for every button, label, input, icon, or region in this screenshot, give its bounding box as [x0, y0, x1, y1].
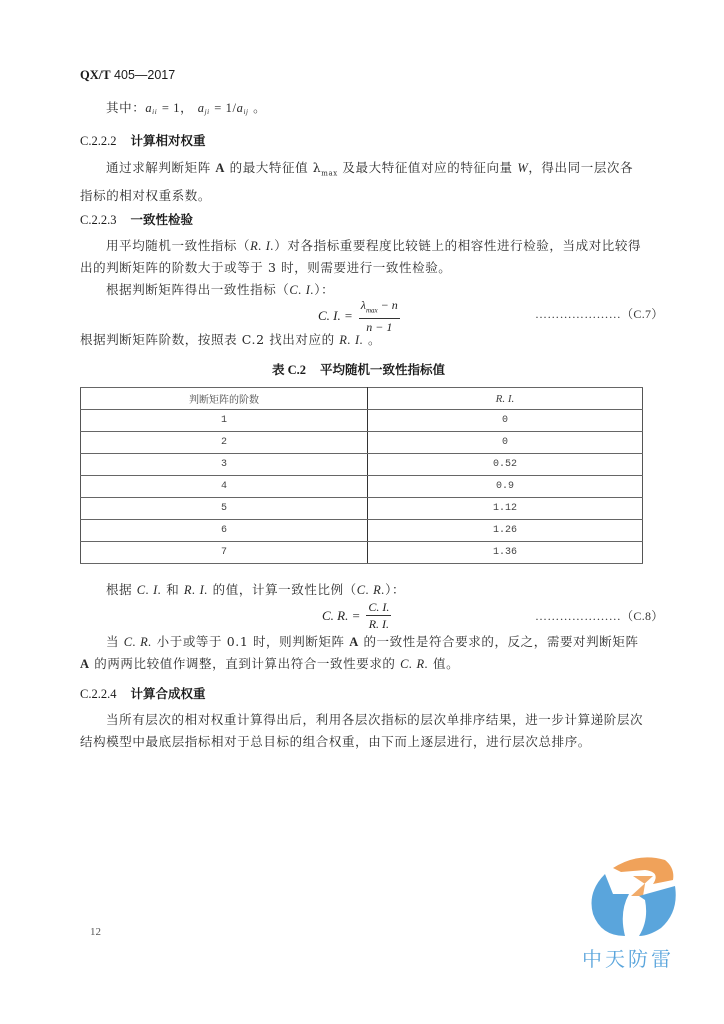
logo-orange-bolt: [631, 876, 653, 896]
cell-order: 5: [81, 498, 368, 520]
table-row: [81, 454, 643, 476]
formula-c8: [322, 600, 391, 631]
header-order: 判断矩阵的阶数: [81, 388, 368, 410]
formula-lhs: C. I. =: [318, 308, 353, 324]
paragraph-c223-1: 用平均随机一致性指标（R. I.）对各指标重要程度比较链上的相容性进行检验，当成对比较得出的判断矩阵的阶数大于或等于 3 时，则需要进行一致性检验。: [80, 238, 642, 275]
equation-number-c8: …………………（C.8）: [535, 609, 664, 623]
section-title: 计算相对权重: [130, 133, 206, 148]
paragraph-c222: 通过求解判断矩阵 A 的最大特征值 $\lambda_{max}$ 及最大特征值对应的特征向量 W，得出同一层次各指标的相对权重系数。: [80, 160, 634, 203]
cell-order: 7: [81, 542, 368, 564]
section-number: C.2.2.3: [80, 213, 117, 227]
logo-blue-right: [639, 886, 676, 936]
section-heading-c222: [80, 131, 205, 149]
cell-order: 6: [81, 520, 368, 542]
table-title: [272, 360, 445, 378]
standard-code-prefix: QX/T: [80, 68, 111, 82]
vector-symbol: W: [517, 161, 529, 175]
table-row: [81, 542, 643, 564]
paragraph-c224: 当所有层次的相对权重计算得出后，利用各层次指标的层次单排序结果，进一步计算递阶层次结构模型中最底层指标相对于总目标的组合权重，由下而上逐层进行，进行层次总排序。: [80, 712, 644, 749]
eq-aii-rhs: = 1，: [161, 101, 194, 115]
table-row: [81, 432, 643, 454]
section-heading-c223: [80, 210, 193, 228]
cell-ri: 0.9: [368, 476, 643, 498]
paragraph-c223-3: 根据判断矩阵阶数，按照表 C.2 找出对应的 R. I. 。: [80, 332, 382, 347]
cell-order: 3: [81, 454, 368, 476]
watermark-text: 中天防雷: [582, 947, 674, 971]
eq-aji-rhs: = 1/: [214, 101, 237, 115]
formula-fraction: $\frac{C. I.}{R. I.}$: [368, 600, 390, 631]
table-header-row: [81, 388, 643, 410]
matrix-symbol: A: [215, 161, 226, 175]
ri-table: [80, 387, 643, 564]
formula-lhs: C. R. =: [322, 607, 361, 623]
cell-order: 4: [81, 476, 368, 498]
section-number: C.2.2.2: [80, 134, 117, 148]
cell-ri: 1.12: [368, 498, 643, 520]
where-clause: [106, 97, 266, 123]
cell-ri: 0: [368, 432, 643, 454]
standard-code-number: 405—2017: [114, 68, 176, 82]
zhongtian-logo-icon: [583, 850, 683, 940]
header-ri: R. I.: [368, 388, 643, 410]
paragraph-cr-2: 当 C. R. 小于或等于 0.1 时，则判断矩阵 A 的一致性是符合要求的，反之，需要对判断矩阵 A 的两两比较值作调整，直到计算出符合一致性要求的 C. R. 值。: [80, 634, 639, 671]
section-title: 计算合成权重: [130, 686, 206, 701]
paragraph-c223-2: 根据判断矩阵得出一致性指标（C. I.）：: [106, 282, 335, 297]
table-row: [81, 410, 643, 432]
cell-ri: 1.26: [368, 520, 643, 542]
logo-blue-left: [592, 874, 630, 936]
page-number: 12: [90, 926, 101, 938]
cell-order: 1: [81, 410, 368, 432]
cell-ri: 0: [368, 410, 643, 432]
equation-number-c7: …………………（C.7）: [535, 307, 664, 321]
section-number: C.2.2.4: [80, 687, 117, 701]
table-caption: 平均随机一致性指标值: [320, 362, 446, 377]
table-number: 表 C.2: [272, 363, 307, 377]
eq-aji: $a_{ji}$: [197, 101, 210, 116]
cell-order: 2: [81, 432, 368, 454]
table-row: [81, 476, 643, 498]
cell-ri: 0.52: [368, 454, 643, 476]
eq-aij: $a_{ij}$: [236, 101, 249, 116]
where-prefix: 其中：: [106, 100, 146, 115]
section-heading-c224: [80, 684, 205, 702]
eq-aii: $a_{ii}$: [145, 101, 158, 116]
table-row: [81, 520, 643, 542]
cell-ri: 1.36: [368, 542, 643, 564]
standard-code: [80, 68, 175, 83]
section-title: 一致性检验: [130, 212, 193, 227]
formula-fraction: $\frac{\lambda_{max} - n}{n - 1}$: [360, 298, 398, 335]
table-row: [81, 498, 643, 520]
where-suffix: 。: [248, 100, 267, 115]
paragraph-cr-1: 根据 C. I. 和 R. I. 的值，计算一致性比例（C. R.）：: [106, 582, 406, 597]
